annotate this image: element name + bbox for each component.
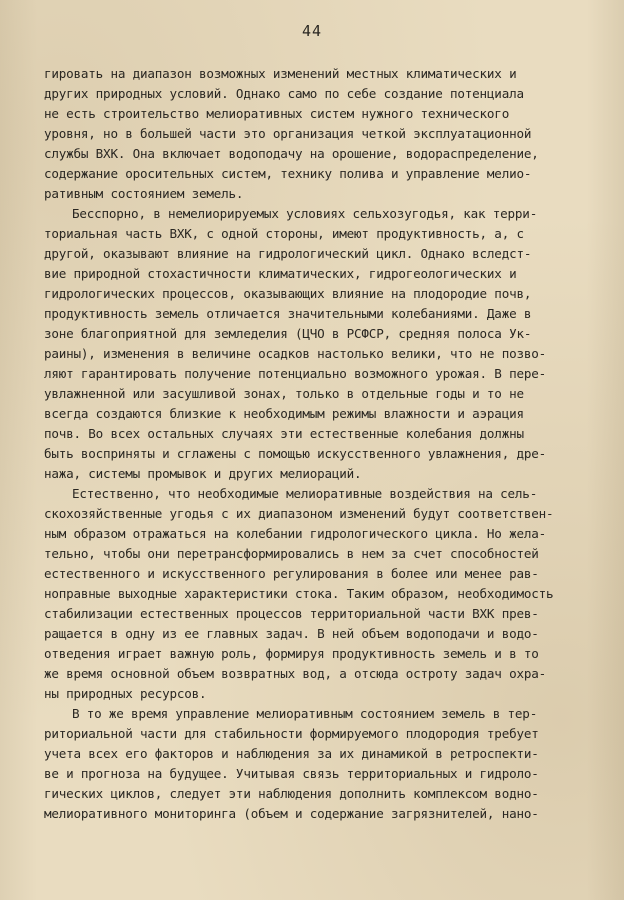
- text-line: нажа, системы промывок и других мелиораций.: [44, 466, 362, 481]
- text-line: почв. Во всех остальных случаях эти естественные колебания должны: [44, 426, 524, 441]
- text-line: не есть строительство мелиоративных систем нужного технического: [44, 106, 510, 121]
- text-line: скохозяйственные угодья с их диапазоном изменений будут соответствен-: [44, 506, 554, 521]
- text-line: ны природных ресурсов.: [44, 686, 207, 701]
- text-line: стабилизации естественных процессов территориальной части ВХК прев-: [44, 606, 539, 621]
- text-line: отведения играет важную роль, формируя продуктивность земель и в то: [44, 646, 539, 661]
- text-line: ративным состоянием земель.: [44, 186, 244, 201]
- text-line: ноправные выходные характеристики стока. Таким образом, необходимость: [44, 586, 554, 601]
- text-line: тельно, чтобы они перетрансформировались в нем за счет способностей: [44, 546, 539, 561]
- text-line: Бесспорно, в немелиорируемых условиях сельхозугодья, как терри-: [72, 206, 538, 221]
- text-line: ториальная часть ВХК, с одной стороны, имеют продуктивность, а, с: [44, 226, 524, 241]
- text-line: службы ВХК. Она включает водоподачу на орошение, водораспределение,: [44, 146, 539, 161]
- text-line: же время основной объем возвратных вод, а отсюда остроту задач охра-: [44, 666, 546, 681]
- text-line: Естественно, что необходимые мелиоративные воздействия на сель-: [72, 486, 538, 501]
- text-line: учета всех его факторов и наблюдения за их динамикой в ретроспекти-: [44, 746, 539, 761]
- text-line: гических циклов, следует эти наблюдения дополнить комплексом водно-: [44, 786, 539, 801]
- text-line: быть восприняты и сглажены с помощью искусственного увлажнения, дре-: [44, 446, 546, 461]
- text-line: ляют гарантировать получение потенциально возможного урожая. В пере-: [44, 366, 546, 381]
- text-line: всегда создаются близкие к необходимым режимы влажности и аэрация: [44, 406, 524, 421]
- text-line: вие природной стохастичности климатических, гидрогеологических и: [44, 266, 517, 281]
- text-line: уровня, но в большей части это организация четкой эксплуатационной: [44, 126, 532, 141]
- body-text: [44, 64, 616, 824]
- text-line: В то же время управление мелиоративным состоянием земель в тер-: [72, 706, 538, 721]
- text-line: других природных условий. Однако само по себе создание потенциала: [44, 86, 524, 101]
- text-line: ве и прогноза на будущее. Учитывая связь территориальных и гидроло-: [44, 766, 539, 781]
- text-line: естественного и искусственного регулирования в более или менее рав-: [44, 566, 539, 581]
- text-line: зоне благоприятной для земледелия (ЦЧО в РСФСР, средняя полоса Ук-: [44, 326, 532, 341]
- text-line: другой, оказывают влияние на гидрологический цикл. Однако вследст-: [44, 246, 532, 261]
- text-line: ным образом отражаться на колебании гидрологического цикла. Но жела-: [44, 526, 546, 541]
- text-line: риториальной части для стабильности формируемого плодородия требует: [44, 726, 539, 741]
- text-line: гировать на диапазон возможных изменений местных климатических и: [44, 66, 517, 81]
- text-line: увлажненной или засушливой зонах, только в отдельные годы и то не: [44, 386, 524, 401]
- text-line: продуктивность земель отличается значительными колебаниями. Даже в: [44, 306, 532, 321]
- text-line: раины), изменения в величине осадков настолько велики, что не позво-: [44, 346, 546, 361]
- text-line: гидрологических процессов, оказывающих влияние на плодородие почв,: [44, 286, 532, 301]
- text-line: содержание оросительных систем, технику полива и управление мелио-: [44, 166, 532, 181]
- page-number: 44: [301, 22, 323, 40]
- text-line: мелиоративного мониторинга (объем и содержание загрязнителей, нано-: [44, 806, 539, 821]
- text-line: ращается в одну из ее главных задач. В ней объем водоподачи и водо-: [44, 626, 539, 641]
